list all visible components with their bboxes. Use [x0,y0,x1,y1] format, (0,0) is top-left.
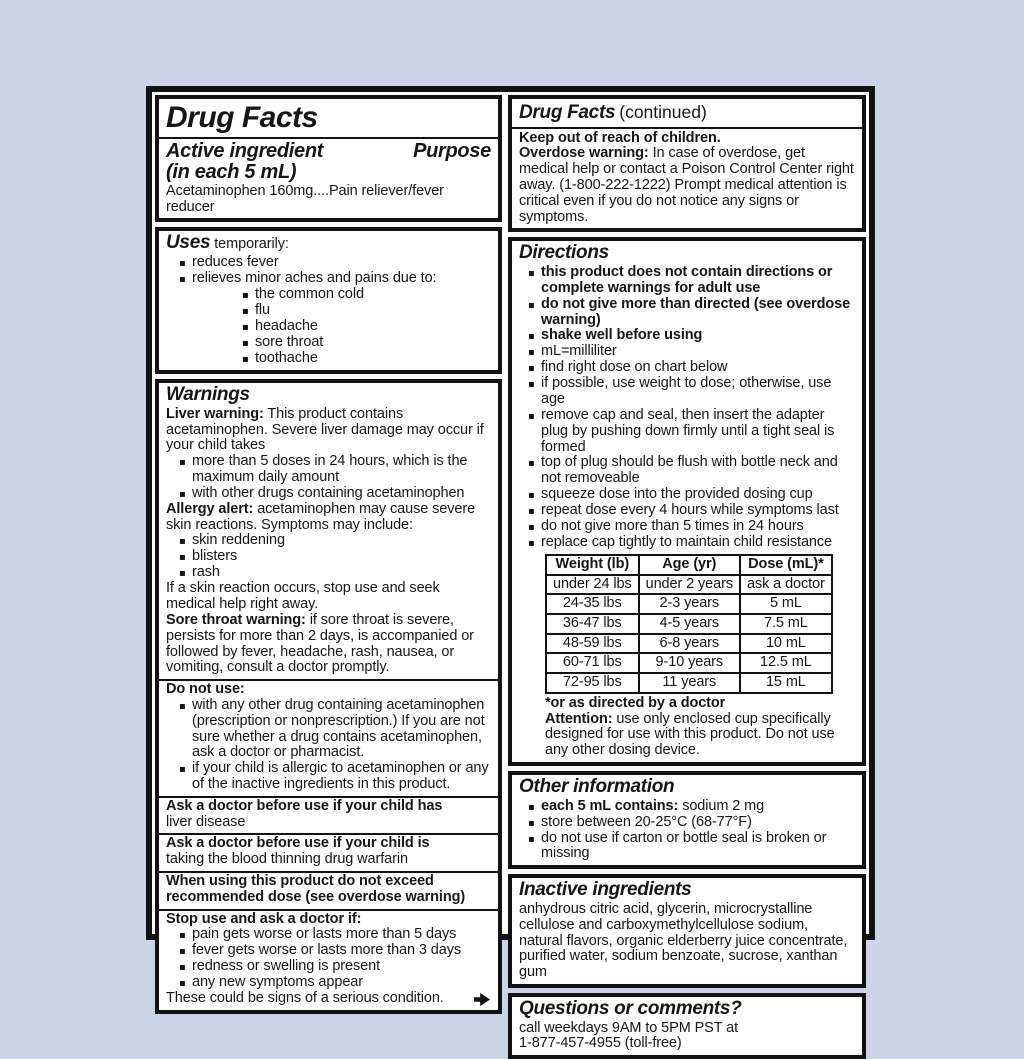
list-item [166,927,491,943]
list-item-text: reduces fever [192,254,279,271]
bullet-icon: ▪ [179,978,186,990]
age-cell: under 2 years [639,575,740,595]
bullet-icon: ▪ [528,268,535,280]
weight-cell: 36-47 lbs [546,614,639,634]
list-item-text: any new symptoms appear [192,974,363,991]
table-row [546,614,832,634]
list-item-text: do not give more than 5 times in 24 hours [541,517,804,534]
list-item [166,486,491,502]
bullet-icon: ▪ [528,458,535,470]
inactive-ingredients-section [508,874,866,988]
bullet-icon: ▪ [179,930,186,942]
bullet-icon: ▪ [242,306,249,318]
bullet-icon: ▪ [179,568,186,580]
list-item-text: the common cold [255,286,364,303]
sore-throat-warning-label: Sore throat warning: [166,611,306,628]
per-dose-heading: (in each 5 mL) [166,161,297,184]
bullet-icon: ▪ [179,457,186,469]
list-item-text: mL=milliliter [541,343,617,360]
list-item [166,959,491,975]
list-item [519,344,855,360]
age-column-header: Age (yr) [639,555,740,575]
ask-doctor-has-subsection [159,796,498,831]
dose-cell: 10 mL [740,634,832,654]
bullet-icon: ▪ [528,537,535,549]
sore-throat-warning-text [166,613,491,676]
continued-arrow-icon [474,992,491,1007]
drug-facts-title: Drug Facts [166,101,318,134]
list-item [519,519,855,535]
list-item-text: if possible, use weight to dose; otherwise, use age [541,375,832,408]
ask-doctor-has-text: liver disease [166,813,246,830]
list-item [166,351,491,367]
bullet-icon: ▪ [179,962,186,974]
other-information-heading: Other information [519,775,675,797]
keep-out-of-reach-text: Keep out of reach of children. [519,129,721,146]
right-panel [508,95,866,1052]
list-item-text: toothache [255,350,318,367]
uses-section [155,227,502,374]
questions-heading: Questions or comments? [519,997,742,1019]
list-item [519,815,855,831]
bullet-icon: ▪ [528,363,535,375]
continued-keep-out-box [508,95,866,232]
liver-warning-label: Liver warning: [166,405,264,422]
age-cell: 2-3 years [639,594,740,614]
warnings-section [155,379,502,1014]
table-row [546,594,832,614]
list-item-text: with other drugs containing acetaminophen [192,484,465,501]
list-item-text: store between 20-25°C (68-77°F) [541,813,752,830]
dosing-table [545,554,833,694]
list-item-text: flu [255,302,271,319]
active-ingredient-row: Acetaminophen 160mg....Pain reliever/fever reducer [166,182,444,215]
table-row [546,653,832,673]
age-cell: 9-10 years [639,653,740,673]
list-item [166,549,491,565]
table-row [546,575,832,595]
list-item [519,535,855,551]
questions-line1: call weekdays 9AM to 5PM PST at [519,1019,739,1036]
bullet-icon: ▪ [242,322,249,334]
bullet-icon: ▪ [179,700,186,712]
directions-section [508,237,866,765]
uses-heading-line [166,232,491,255]
active-ingredient-heading: Active ingredient [166,139,324,162]
drug-facts-label [146,86,875,1052]
list-item [519,265,855,297]
dose-cell: 12.5 mL [740,653,832,673]
bullet-icon: ▪ [528,521,535,533]
list-item [519,799,855,815]
sore-throat-warning-body: if sore throat is severe, persists for more than 2 days, is accompanied or followed by fever, headache, rash, nausea, or vomiting, consult a doctor promptly. [166,611,474,676]
weight-cell: under 24 lbs [546,575,639,595]
table-row [546,634,832,654]
list-item-text: if your child is allergic to acetaminophen or any of the inactive ingredients in this product. [192,760,489,792]
liver-warning-body: This product contains acetaminophen. Severe liver damage may occur if your child takes [166,405,484,454]
bullet-icon: ▪ [242,354,249,366]
do-not-use-subsection [159,679,498,793]
left-panel [155,95,502,1007]
other-information-section [508,771,866,869]
list-item-text: do not give more than directed (see overdose warning) [541,295,851,328]
list-item-text: replace cap tightly to maintain child resistance [541,533,832,550]
drug-facts-continued-title [519,100,855,127]
serious-condition-text: These could be signs of a serious condition. [166,990,444,1007]
bullet-icon: ▪ [179,258,186,270]
ask-doctor-is-subsection [159,833,498,868]
questions-section [508,993,866,1059]
bullet-icon: ▪ [528,817,535,829]
bullet-icon: ▪ [528,347,535,359]
bullet-icon: ▪ [528,410,535,422]
weight-column-header: Weight (lb) [546,555,639,575]
table-row [546,673,832,693]
list-item-text: repeat dose every 4 hours while symptoms last [541,501,839,518]
sodium-label: each 5 mL contains: [541,797,679,814]
bullet-icon: ▪ [179,488,186,500]
uses-heading-suffix: temporarily: [214,236,289,253]
ask-doctor-is-text: taking the blood thinning drug warfarin [166,851,408,868]
bullet-icon: ▪ [528,379,535,391]
list-item-text: remove cap and seal, then insert the adapter plug by pushing down firmly until a tight seal is formed [541,406,835,455]
overdose-warning-body: In case of overdose, get medical help or contact a Poison Control Center right away. (1-800-222-1222) Prompt medical attention is critical even if you do not notice any signs or symptoms. [519,145,854,225]
list-item-text: squeeze dose into the provided dosing cup [541,485,813,502]
list-item-text: top of plug should be flush with bottle neck and not removeable [541,454,838,487]
bullet-icon: ▪ [179,764,186,776]
list-item [519,831,855,863]
allergy-alert-body: acetaminophen may cause severe skin reactions. Symptoms may include: [166,500,476,533]
bullet-icon: ▪ [179,274,186,286]
list-item [166,271,491,287]
continued-suffix: (continued) [619,102,707,122]
table-notes [545,696,855,759]
bullet-icon: ▪ [179,552,186,564]
overdose-warning-label: Overdose warning: [519,145,649,162]
list-item [519,360,855,376]
inactive-ingredients-text: anhydrous citric acid, glycerin, microcrystalline cellulose and carboxymethylcellulose sodium, natural flavors, organic elderberry juice concentrate, purified water, sodium benzoate, sucrose, xanthan gum [519,900,848,981]
bullet-icon: ▪ [179,946,186,958]
skin-reaction-note: If a skin reaction occurs, stop use and seek medical help right away. [166,580,440,613]
questions-line2: 1-877-457-4955 (toll-free) [519,1035,682,1052]
table-footnote: *or as directed by a doctor [545,694,726,711]
when-using-subsection [159,871,498,906]
weight-cell: 60-71 lbs [546,653,639,673]
list-item [166,303,491,319]
list-item-text: fever gets worse or lasts more than 3 days [192,942,462,959]
attention-text [545,712,855,759]
overdose-warning-text [519,146,855,225]
bullet-icon: ▪ [242,338,249,350]
serious-condition-line [166,991,491,1007]
weight-cell: 72-95 lbs [546,673,639,693]
dose-column-header: Dose (mL)* [740,555,832,575]
list-item-text: more than 5 doses in 24 hours, which is the maximum daily amount [192,453,468,485]
list-item [166,454,491,486]
list-item [519,297,855,329]
age-cell: 6-8 years [639,634,740,654]
list-item [519,408,855,455]
list-item-text: do not use if carton or bottle seal is broken or missing [541,829,827,862]
dose-cell: 7.5 mL [740,614,832,634]
list-item [166,287,491,303]
list-item [519,503,855,519]
dose-cell: ask a doctor [740,575,832,595]
directions-heading: Directions [519,242,609,264]
list-item [166,533,491,549]
list-item-text: this product does not contain directions or complete warnings for adult use [541,264,833,296]
divider [159,137,498,139]
list-item-text: rash [192,564,220,581]
list-item [166,943,491,959]
list-item-text: redness or swelling is present [192,958,381,975]
weight-cell: 24-35 lbs [546,594,639,614]
sodium-value: sodium 2 mg [682,797,765,814]
list-item [166,319,491,335]
list-item-text: headache [255,318,318,335]
dosing-table-header-row [546,555,832,575]
bullet-icon: ▪ [528,833,535,845]
list-item-text: with any other drug containing acetaminophen (prescription or nonprescription.) If you are not sure whether a drug contains acetaminophen, ask a doctor or pharmacist. [192,696,485,761]
title-active-ingredient-box [155,95,502,222]
age-cell: 11 years [639,673,740,693]
dose-cell: 15 mL [740,673,832,693]
attention-label: Attention: [545,710,613,727]
allergy-alert-label: Allergy alert: [166,500,254,517]
ask-doctor-has-label: Ask a doctor before use if your child has [166,797,443,814]
list-item [166,335,491,351]
weight-cell: 48-59 lbs [546,634,639,654]
list-item [519,455,855,487]
list-item-text: find right dose on chart below [541,359,728,376]
list-item [166,698,491,761]
list-item [519,487,855,503]
attention-body: use only enclosed cup specifically designed for use with this product. Do not use any other dosing device. [545,710,835,759]
list-item [166,565,491,581]
bullet-icon: ▪ [179,536,186,548]
active-ingredient-header-row [166,141,491,163]
list-item-text: pain gets worse or lasts more than 5 days [192,926,457,943]
list-item-text: shake well before using [541,327,703,344]
drug-facts-continued-text: Drug Facts [519,102,616,123]
bullet-icon: ▪ [528,299,535,311]
bullet-icon: ▪ [528,489,535,501]
warnings-heading: Warnings [166,384,250,406]
list-item-text: blisters [192,548,238,565]
list-item [519,376,855,408]
purpose-heading: Purpose [413,139,491,162]
list-item-text [541,799,855,815]
allergy-alert-text [166,502,491,534]
when-using-label: When using this product do not exceed recommended dose (see overdose warning) [166,872,466,905]
bullet-icon: ▪ [528,505,535,517]
stop-use-label: Stop use and ask a doctor if: [166,910,362,927]
ask-doctor-is-label: Ask a doctor before use if your child is [166,835,430,852]
list-item-text: skin reddening [192,532,285,549]
age-cell: 4-5 years [639,614,740,634]
list-item [519,328,855,344]
dose-cell: 5 mL [740,594,832,614]
list-item-text: relieves minor aches and pains due to: [192,270,437,287]
list-item [166,761,491,793]
bullet-icon: ▪ [528,331,535,343]
divider [512,127,862,129]
list-item [166,255,491,271]
uses-heading: Uses [166,232,211,254]
bullet-icon: ▪ [242,290,249,302]
bullet-icon: ▪ [528,801,535,813]
list-item-text: sore throat [255,334,324,351]
do-not-use-label: Do not use: [166,681,245,698]
list-item [166,975,491,991]
inactive-ingredients-heading: Inactive ingredients [519,879,692,901]
liver-warning-text [166,407,491,454]
stop-use-subsection [159,909,498,1008]
